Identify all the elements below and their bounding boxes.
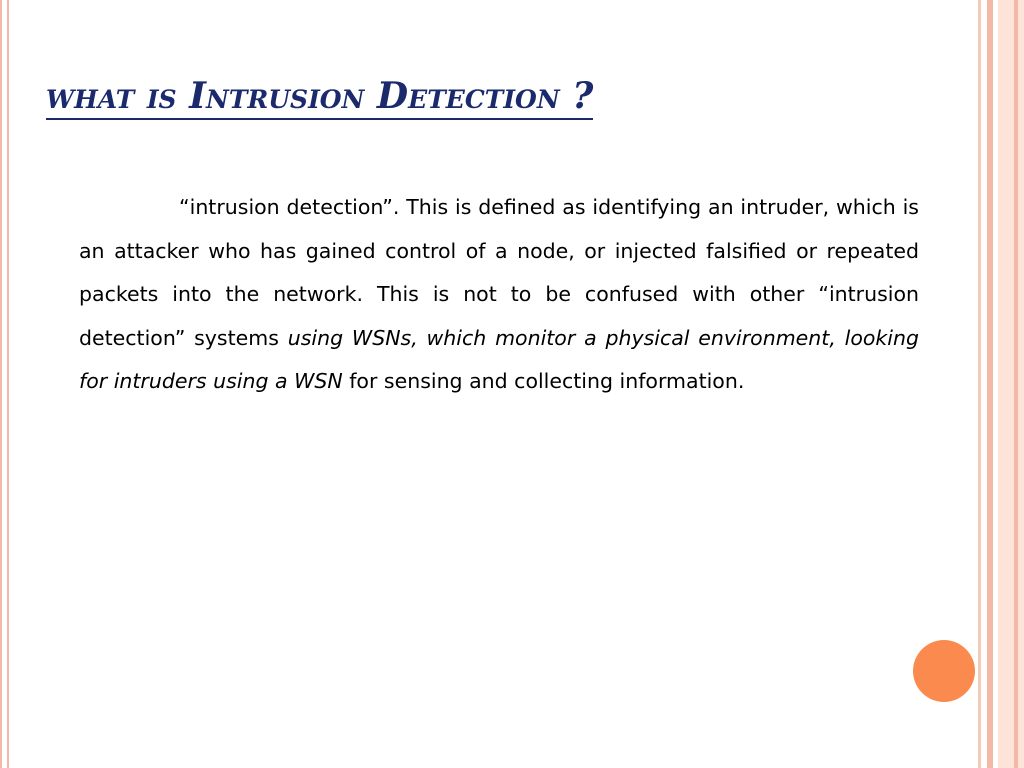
right-border-band: [998, 0, 1024, 768]
left-border-stripe: [0, 0, 2, 768]
right-border-stripe: [1014, 0, 1018, 768]
slide-body: [79, 186, 919, 404]
body-text-italic: using WSNs, which monitor a physical environment, looking for intruders using a WSN: [79, 325, 919, 393]
right-border-stripe: [978, 0, 981, 768]
right-border-stripe: [987, 0, 993, 768]
body-text-part3: for sensing and collecting information.: [342, 369, 745, 393]
body-text-part1: “intrusion detection”. This is defined as identifying an intruder, which is an attacker who has gained control of a node, or injected falsified or repeated packets into the network. This is not to be confused with other “intrusion detection” systems: [79, 195, 919, 350]
left-border-stripe: [7, 0, 9, 768]
decorative-circle-icon: [913, 640, 975, 702]
slide-title: what is Intrusion Detection ?: [46, 74, 593, 120]
